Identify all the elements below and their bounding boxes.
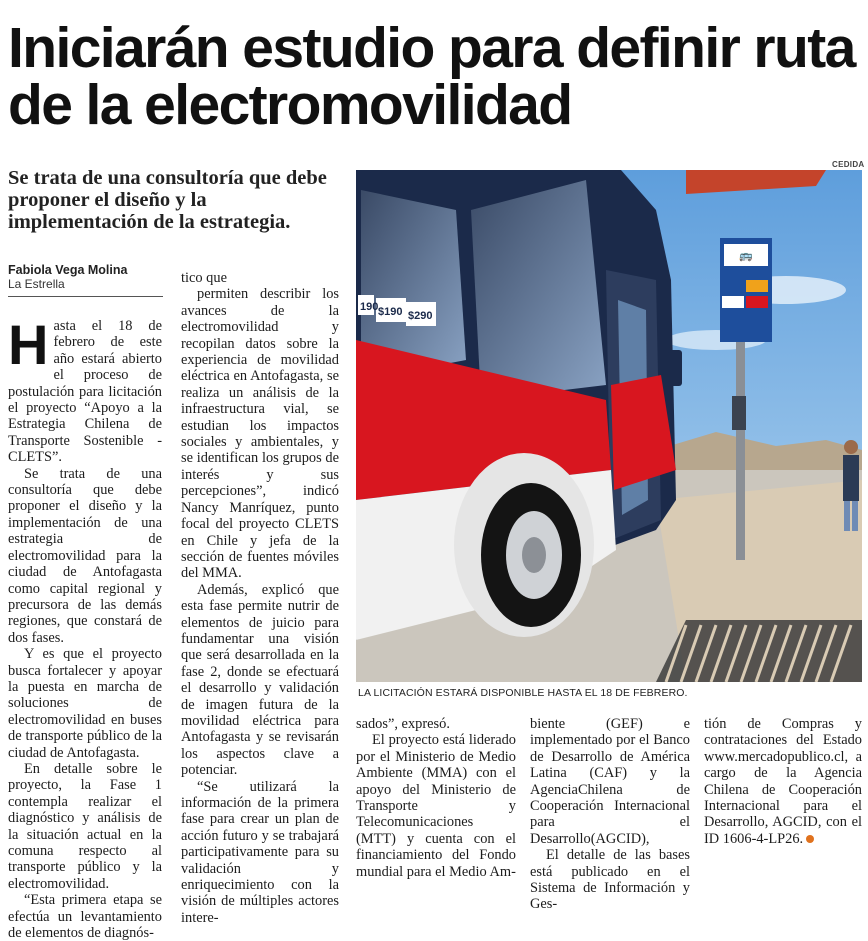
paragraph: tico que: [181, 270, 227, 286]
paragraph: Además, explicó que esta fase permite nutrir de elementos de juicio para fundamentar una visión que será desarrollada en la fase 2, donde se efectuará el desarrollo y validación de imagen futura de la movilidad eléctrica para Antofagasta y se revisarán los aspectos clave a potenciar.: [181, 581, 339, 779]
body-column-3: [356, 716, 516, 880]
paragraph: Y es que el proyecto busca fortalecer y apoyar la puesta en marcha de soluciones de electromovilidad en buses de transporte público de la ciudad de Antofagasta.: [8, 646, 162, 761]
end-mark-icon: [806, 835, 814, 843]
paragraph: sados”, expresó.: [356, 716, 450, 732]
subheadline: Se trata de una consultoría que debe proponer el diseño y la implementación de la estrategia.: [8, 167, 327, 233]
drop-cap: H: [8, 313, 49, 376]
fare-label: 190: [360, 301, 379, 313]
paragraph: “Esta primera etapa se efectúa un levantamiento de elementos de diagnós-: [8, 892, 162, 941]
paragraph: asta el 18 de febrero de este año estará abierto el proceso de postulación para licitación el proyecto “Apoyo a la Estrategia Chilena de Transporte Sostenible - CLETS”.: [8, 318, 162, 466]
paragraph: En detalle sobre le proyecto, la Fase 1 contempla realizar el diagnóstico y análisis de la situación actual en la comuna respecto al transporte público y la electromovilidad.: [8, 760, 162, 892]
author-divider: [8, 296, 163, 297]
electric-bus-illustration: [356, 170, 862, 682]
photo-credit: CEDIDA: [832, 160, 865, 169]
paragraph: Se trata de una consultoría que debe proponer el diseño y la implementación de una estrategia de electromovilidad para la ciudad de Antofagasta como capital regional y precursora de las demás regiones, que constará de dos fases.: [8, 465, 162, 646]
body-column-5: [704, 716, 862, 847]
author-name: Fabiola Vega Molina: [8, 263, 128, 277]
paragraph: biente (GEF) e implementado por el Banco de Desarrollo de América Latina (CAF) y la AgenciaChilena de Cooperación Internacional para el Desarrollo(AGCID),: [530, 716, 690, 847]
body-column-4: [530, 716, 690, 913]
fare-label: $290: [408, 310, 433, 322]
body-column-2: [181, 270, 339, 926]
fare-label: $190: [378, 306, 403, 318]
paragraph: El proyecto está liderado por el Ministerio de Medio Ambiente (MMA) con el apoyo del Ministerio de Transporte y Telecomunicaciones (MTT) y cuenta con el financiamiento del Fondo mundial para el Medio Am-: [356, 732, 516, 880]
author-organization: La Estrella: [8, 277, 65, 291]
paragraph: [704, 716, 862, 847]
headline: Iniciarán estudio para definir ruta de la electromovilidad: [8, 16, 855, 137]
paragraph: “Se utilizará la información de la primera fase para crear un plan de acción futuro y se trabajará participativamente para su validación y enriquecimiento con la visión de múltiples actores intere-: [181, 778, 339, 926]
photo-caption: LA LICITACIÓN ESTARÁ DISPONIBLE HASTA EL 18 DE FEBRERO.: [358, 687, 688, 699]
paragraph: permiten describir los avances de la electromovilidad y recopilan datos sobre la experiencia de movilidad eléctrica en Antofagasta, se realiza un análisis de la infraestructura vial, se estudian los impactos sociales y ambientales, y se identifican los grupos de interés y sus percepciones”, indicó Nancy Manríquez, punto focal del proyecto CLETS en Chile y jefa de la sección de fuentes móviles del MMA.: [181, 286, 339, 582]
paragraph: El detalle de las bases está publicado en el Sistema de Información y Ges-: [530, 847, 690, 913]
paragraph-text: tión de Compras y contrataciones del Estado www.mercadopublico.cl, a cargo de la Agencia Chilena de Cooperación Internacional para el Desarrollo, AGCID, con el ID 1606-4-LP26.: [704, 716, 862, 847]
bus-photo: [356, 170, 862, 682]
svg-text:🚌: 🚌: [739, 250, 753, 262]
body-column-1: [8, 313, 162, 941]
